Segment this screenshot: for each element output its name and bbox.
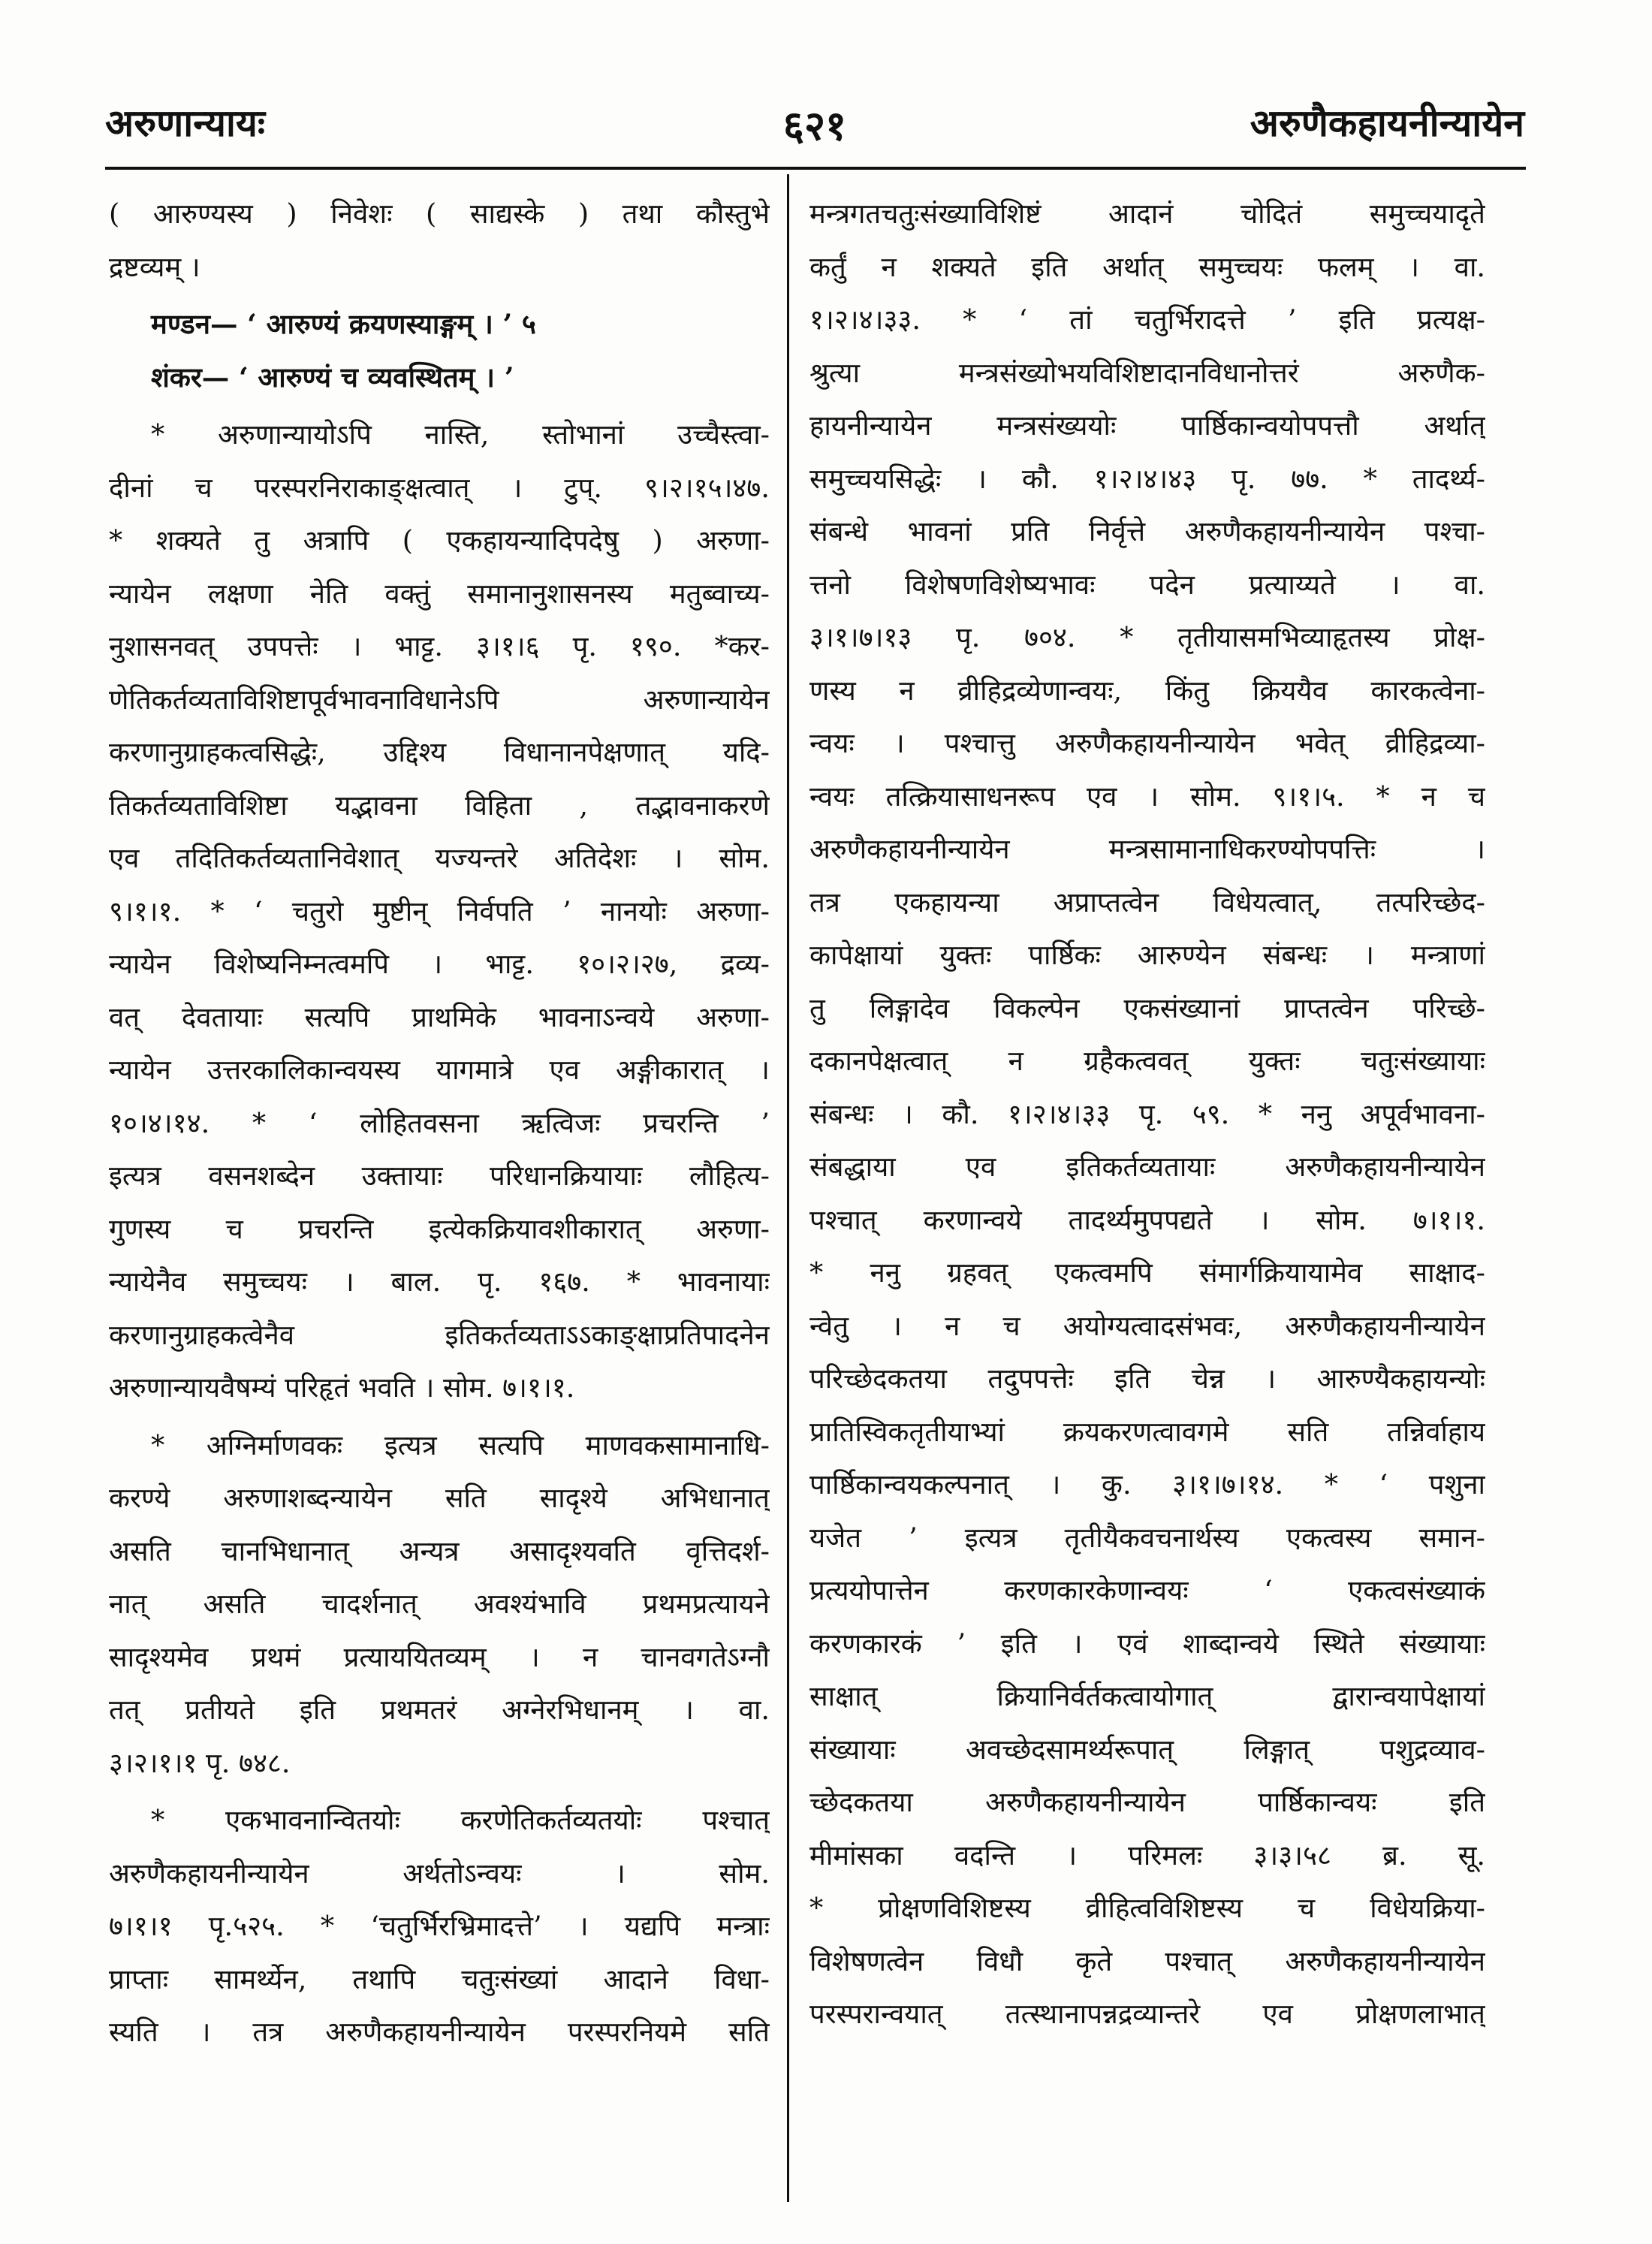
page-header — [105, 96, 1524, 156]
running-head-left: अरुणान्यायः — [105, 101, 265, 145]
text-line: अरुणान्यायवैषम्यं परिहृतं भवति । सोम. ७।१।१. — [109, 1371, 575, 1404]
text-line: १।२।४।३३. * ‘ तां चतुर्भिरादत्ते ’ इति प्रत्यक्ष- — [809, 303, 1485, 336]
text-line: संबन्धः । कौ. १।२।४।३३ पृ. ५९. * ननु अपूर्वभावना- — [809, 1097, 1485, 1130]
paragraph — [809, 188, 1485, 2041]
text-line: प्रातिस्विकतृतीयाभ्यां क्रयकरणत्वावगमे सति तन्निर्वाहाय — [809, 1415, 1485, 1448]
text-line: यजेत ’ इत्यत्र तृतीयैकवचनार्थस्य एकत्वस्य समान- — [809, 1521, 1485, 1554]
paragraph — [109, 1419, 770, 1790]
paragraph — [109, 188, 770, 294]
text-line: पार्ष्ठिकान्वयकल्पनात् । कु. ३।१।७।१४. * ‘ पशुना — [809, 1468, 1485, 1501]
column-divider — [787, 174, 789, 2202]
text-line: पश्चात् करणान्वये तादर्थ्यमुपपद्यते । सोम. ७।१।१. — [809, 1203, 1485, 1236]
text-line: दीनां च परस्परनिराकाङ्क्षत्वात् । टुप्. ९।२।१५।४७. — [109, 471, 770, 504]
text-line: णस्य न व्रीहिद्रव्येणान्वयः, किंतु क्रिययैव कारकत्वेना- — [809, 674, 1485, 707]
text-line: साक्षात् क्रियानिर्वर्तकत्वायोगात् द्वारान्वयापेक्षायां — [809, 1680, 1485, 1712]
text-line: प्रत्ययोपात्तेन करणकारकेणान्वयः ‘ एकत्वसंख्याकं — [809, 1574, 1485, 1606]
text-line: परस्परान्वयात् तत्स्थानापन्नद्रव्यान्तरे एव प्रोक्षणलाभात् — [809, 1998, 1485, 2030]
text-line: * प्रोक्षणविशिष्टस्य व्रीहित्वविशिष्टस्य च विधेयक्रिया- — [809, 1892, 1485, 1924]
paragraph — [109, 298, 770, 404]
text-line: ३।२।१।१ पृ. ७४८. — [109, 1746, 291, 1779]
running-head-right: अरुणैकहायनीन्यायेन — [1250, 101, 1524, 145]
text-line: णेतिकर्तव्यताविशिष्टापूर्वभावनाविधानेऽपि अरुणान्यायेन — [109, 683, 770, 716]
text-line: द्रष्टव्यम् । — [109, 250, 200, 283]
text-line: ( आरुण्यस्य ) निवेशः ( साद्यस्के ) तथा कौस्तुभे — [109, 198, 770, 230]
text-line: त्तनो विशेषणविशेष्यभावः पदेन प्रत्याय्यते । वा. — [809, 568, 1485, 601]
text-line: करणानुग्राहकत्वेनैव इतिकर्तव्यताऽऽकाङ्क्षाप्रतिपादनेन — [109, 1318, 770, 1351]
text-line: संख्यायाः अवच्छेदसामर्थ्यरूपात् लिङ्गात् पशुद्रव्याव- — [809, 1733, 1485, 1766]
text-line: कापेक्षायां युक्तः पार्ष्ठिकः आरुण्येन संबन्धः । मन्त्राणां — [809, 939, 1485, 971]
paragraph — [109, 409, 770, 1415]
right-column — [809, 188, 1485, 2199]
text-line: तिकर्तव्यताविशिष्टा यद्भावना विहिता , तद्भावनाकरणे — [109, 789, 770, 822]
text-line: तत् प्रतीयते इति प्रथमतरं अग्नेरभिधानम् । वा. — [109, 1694, 770, 1726]
text-line: न्यायेन लक्षणा नेति वक्तुं समानानुशासनस्य मतुब्वाच्य- — [109, 577, 770, 610]
text-line: संबद्धाया एव इतिकर्तव्यतायाः अरुणैकहायनीन्यायेन — [809, 1151, 1485, 1183]
text-line: वत् देवतायाः सत्यपि प्राथमिके भावनाऽन्वये अरुणा- — [109, 1000, 770, 1033]
text-line: मीमांसका वदन्ति । परिमलः ३।३।५८ ब्र. सू. — [809, 1838, 1485, 1872]
text-line: १०।४।१४. * ‘ लोहितवसना ऋत्विजः प्रचरन्ति ’ — [109, 1106, 770, 1139]
text-line: न्वेतु । न च अयोग्यत्वादसंभवः, अरुणैकहायनीन्यायेन — [809, 1309, 1485, 1342]
text-line: संबन्धे भावनां प्रति निर्वृत्ते अरुणैकहायनीन्यायेन पश्चा- — [809, 515, 1485, 547]
text-line: अरुणैकहायनीन्यायेन मन्त्रसामानाधिकरण्योपपत्तिः । — [809, 833, 1485, 865]
text-line: * शक्यते तु अत्रापि ( एकहायन्यादिपदेषु ) अरुणा- — [109, 524, 770, 556]
header-rule — [105, 167, 1526, 170]
paragraph — [109, 1794, 770, 2059]
text-line: कर्तुं न शक्यते इति अर्थात् समुच्चयः फलम् । वा. — [809, 250, 1485, 283]
text-line: असति चानभिधानात् अन्यत्र असादृश्यवति वृत्तिदर्श- — [109, 1534, 770, 1567]
text-line: * एकभावनान्वितयोः करणेतिकर्तव्यतयोः पश्चात् — [151, 1804, 770, 1836]
text-line: करणानुग्राहकत्वसिद्धेः, उद्दिश्य विधानानपेक्षणात् यदि- — [109, 736, 770, 768]
text-line: * अग्निर्माणवकः इत्यत्र सत्यपि माणवकसामानाधि- — [151, 1428, 770, 1461]
page-number: ६२१ — [782, 101, 847, 149]
text-line: दकानपेक्षत्वात् न ग्रहैकत्ववत् युक्तः चतुःसंख्यायाः — [809, 1045, 1485, 1077]
text-line: शंकर— ‘ आरुण्यं च व्यवस्थितम् । ’ — [151, 360, 514, 394]
text-line: न्यायेनैव समुच्चयः । बाल. पृ. १६७. * भावनायाः — [109, 1265, 770, 1298]
text-line: मण्डन— ‘ आरुण्यं क्रयणस्याङ्गम् । ’ ५ — [151, 308, 536, 340]
text-line: ३।१।७।१३ पृ. ७०४. * तृतीयासमभिव्याहृतस्य प्रोक्ष- — [809, 621, 1485, 653]
text-line: तु लिङ्गादेव विकल्पेन एकसंख्यानां प्राप्तत्वेन परिच्छे- — [809, 991, 1485, 1024]
text-line: नात् असति चादर्शनात् अवश्यंभावि प्रथमप्रत्यायने — [109, 1588, 770, 1620]
text-line: गुणस्य च प्रचरन्ति इत्येकक्रियावशीकारात् अरुणा- — [109, 1212, 770, 1245]
text-line: एव तदितिकर्तव्यतानिवेशात् यज्यन्तरे अतिदेशः । सोम. — [109, 842, 770, 874]
text-line: करण्ये अरुणाशब्दन्यायेन सति सादृश्ये अभिधानात् — [109, 1482, 770, 1514]
text-line: श्रुत्या मन्त्रसंख्योभयविशिष्टादानविधानोत्तरं अरुणैक- — [809, 356, 1485, 389]
text-line: ९।१।१. * ‘ चतुरो मुष्टीन् निर्वपति ’ नानयोः अरुणा- — [109, 894, 770, 927]
text-line: न्वयः । पश्चात्तु अरुणैकहायनीन्यायेन भवेत् व्रीहिद्रव्या- — [809, 727, 1485, 759]
text-line: मन्त्रगतचतुःसंख्याविशिष्टं आदानं चोदितं समुच्चयादृते — [809, 198, 1485, 230]
text-line: नुशासनवत् उपपत्तेः । भाट्ट. ३।१।६ पृ. १९०. *कर- — [109, 630, 770, 662]
text-line: विशेषणत्वेन विधौ कृते पश्चात् अरुणैकहायनीन्यायेन — [809, 1944, 1485, 1977]
text-line: ७।१।१ पृ.५२५. * ‘चतुर्भिरभ्रिमादत्ते’ । यद्यपि मन्त्राः — [109, 1910, 770, 1942]
left-column — [109, 188, 770, 2199]
text-line: इत्यत्र वसनशब्देन उक्तायाः परिधानक्रियायाः लौहित्य- — [109, 1160, 770, 1192]
text-line: च्छेदकतया अरुणैकहायनीन्यायेन पार्ष्ठिकान्वयः इति — [809, 1786, 1485, 1818]
text-line: परिच्छेदकतया तदुपपत्तेः इति चेन्न । आरुण्यैकहायन्योः — [809, 1362, 1485, 1395]
text-line: अरुणैकहायनीन्यायेन अर्थतोऽन्वयः । सोम. — [109, 1856, 770, 1890]
text-line: सादृश्यमेव प्रथमं प्रत्याययितव्यम् । न चानवगतेऽग्नौ — [109, 1640, 770, 1673]
text-line: प्राप्ताः सामर्थ्येन, तथापि चतुःसंख्यां आदाने विधा- — [109, 1962, 770, 1995]
text-line: न्यायेन विशेष्यनिम्नत्वमपि । भाट्ट. १०।२।२७, द्रव्य- — [109, 948, 770, 980]
text-line: * अरुणान्यायोऽपि नास्ति, स्तोभानां उच्चैस्त्वा- — [151, 418, 770, 451]
text-line: न्यायेन उत्तरकालिकान्वयस्य यागमात्रे एव अङ्गीकारात् । — [109, 1054, 770, 1086]
text-line: न्वयः तत्क्रियासाधनरूप एव । सोम. ९।१।५. * न च — [809, 780, 1485, 813]
text-line: तत्र एकहायन्या अप्राप्तत्वेन विधेयत्वात्, तत्परिच्छेद- — [809, 885, 1485, 918]
text-line: समुच्चयसिद्धेः । कौ. १।२।४।४३ पृ. ७७. * तादर्थ्य- — [809, 462, 1485, 495]
text-line: हायनीन्यायेन मन्त्रसंख्ययोः पार्ष्ठिकान्वयोपपत्तौ अर्थात् — [809, 409, 1485, 442]
text-line: * ननु ग्रहवत् एकत्वमपि संमार्गक्रियायामेव साक्षाद- — [809, 1256, 1485, 1289]
text-line: स्यति । तत्र अरुणैकहायनीन्यायेन परस्परनियमे सति — [109, 2016, 770, 2048]
text-line: करणकारकं ’ इति । एवं शाब्दान्वये स्थिते संख्यायाः — [809, 1627, 1485, 1660]
